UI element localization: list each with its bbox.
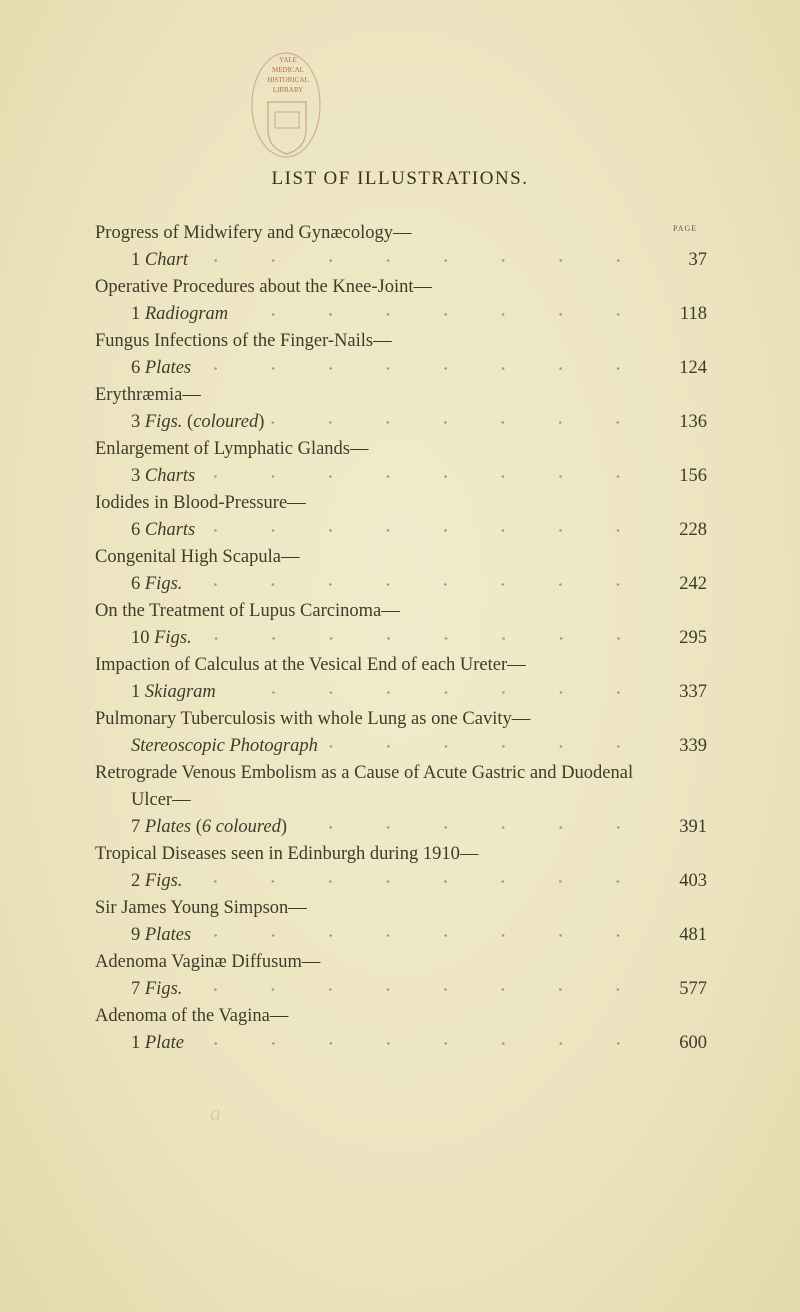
entry-detail-row	[95, 355, 707, 382]
dot-leader	[293, 814, 667, 841]
list-entry	[95, 706, 707, 760]
illustration-count: 2	[131, 871, 141, 891]
page-number: 403	[679, 871, 707, 891]
list-entry	[95, 598, 707, 652]
illustration-kind: Charts	[144, 466, 196, 486]
entry-detail-row	[95, 625, 707, 652]
list-entry	[95, 274, 707, 328]
svg-text:MEDICAL: MEDICAL	[272, 66, 304, 74]
entry-detail-row: 7 Plates ( 6 coloured ) 391	[95, 814, 707, 841]
dot-leader	[324, 733, 667, 760]
illustration-kind: Plates	[144, 358, 192, 378]
entry-detail-row	[95, 517, 707, 544]
illustration-kind: Charts	[144, 520, 196, 540]
illustration-kind: Figs.	[144, 412, 183, 432]
entry-detail-row	[95, 463, 707, 490]
illustration-kind: Plates	[144, 817, 192, 837]
illustration-count: 7	[131, 979, 141, 999]
page-number: 391	[679, 817, 707, 837]
entry-title: On the Treatment of Lupus Carcinoma—	[95, 601, 400, 621]
entry-title: Impaction of Calculus at the Vesical End of each Ureter—	[95, 655, 526, 675]
entry-detail-row	[95, 1030, 707, 1057]
entry-title: Erythræmia—	[95, 385, 201, 405]
list-entry	[95, 490, 707, 544]
page-number: 242	[679, 574, 707, 594]
dot-leader	[222, 679, 667, 706]
illustration-count: 6	[131, 520, 141, 540]
entry-detail-row: 3 Figs. ( coloured ) 136	[95, 409, 707, 436]
dot-leader	[188, 868, 667, 895]
illustration-count: 6	[131, 574, 141, 594]
illustration-kind: Figs.	[154, 628, 192, 648]
entry-title: Ulcer—	[131, 790, 191, 810]
illustration-count: 10	[131, 628, 150, 648]
dot-leader	[198, 625, 667, 652]
entry-title: Congenital High Scapula—	[95, 547, 300, 567]
illustration-kind: Radiogram	[144, 304, 229, 324]
dot-leader	[194, 247, 667, 274]
entry-title: Adenoma Vaginæ Diffusum—	[95, 952, 321, 972]
entry-detail-row	[95, 868, 707, 895]
illustration-count: 7	[131, 817, 141, 837]
entry-title: Retrograde Venous Embolism as a Cause of Acute Gastric and Duodenal	[95, 763, 634, 783]
list-entry	[95, 949, 707, 1003]
page-number: 136	[679, 412, 707, 432]
illustrations-list	[95, 220, 707, 1057]
list-entry	[95, 544, 707, 598]
library-stamp	[248, 50, 328, 160]
svg-text:YALE: YALE	[279, 56, 297, 64]
list-entry	[95, 382, 707, 436]
dot-leader	[197, 355, 667, 382]
page-number: 600	[679, 1033, 707, 1053]
list-entry	[95, 841, 707, 895]
page-number: 124	[679, 358, 707, 378]
page-title: LIST OF ILLUSTRATIONS.	[271, 168, 529, 189]
page-number: 481	[679, 925, 707, 945]
page-number: 156	[679, 466, 707, 486]
list-entry	[95, 895, 707, 949]
dot-leader	[190, 1030, 667, 1057]
entry-title: Pulmonary Tuberculosis with whole Lung as one Cavity—	[95, 709, 531, 729]
page-number: 337	[679, 682, 707, 702]
illustration-kind: Figs.	[144, 574, 183, 594]
dot-leader	[201, 517, 667, 544]
entry-title: Progress of Midwifery and Gynæcology—	[95, 223, 412, 243]
illustration-count: 9	[131, 925, 141, 945]
svg-text:HISTORICAL: HISTORICAL	[267, 76, 309, 84]
entry-title: Enlargement of Lymphatic Glands—	[95, 439, 369, 459]
entry-detail-row	[95, 679, 707, 706]
entry-detail-row	[95, 733, 707, 760]
illustration-kind: Plates	[144, 925, 192, 945]
page-number: 37	[688, 250, 707, 270]
illustration-count: 3	[131, 412, 141, 432]
illustration-kind: Stereoscopic Photograph	[131, 736, 318, 756]
list-entry	[95, 652, 707, 706]
list-entry	[95, 436, 707, 490]
illustration-note: 6 coloured	[201, 817, 281, 837]
list-entry	[95, 328, 707, 382]
entry-detail-row	[95, 976, 707, 1003]
illustration-kind: Chart	[144, 250, 189, 270]
entry-detail-row	[95, 571, 707, 598]
entry-detail-row	[95, 301, 707, 328]
entry-title: Adenoma of the Vagina—	[95, 1006, 289, 1026]
illustration-kind: Skiagram	[144, 682, 216, 702]
dot-leader	[188, 571, 667, 598]
entry-title: Sir James Young Simpson—	[95, 898, 307, 918]
dot-leader	[201, 463, 667, 490]
entry-detail-row	[95, 922, 707, 949]
entry-detail-row	[95, 247, 707, 274]
page-number: 339	[679, 736, 707, 756]
illustration-count: 6	[131, 358, 141, 378]
list-entry	[95, 220, 707, 274]
page-number: 228	[679, 520, 707, 540]
illustration-count: 1	[131, 682, 141, 702]
pencil-mark: a	[210, 1100, 221, 1125]
entry-title: Fungus Infections of the Finger-Nails—	[95, 331, 392, 351]
illustration-count: 1	[131, 304, 141, 324]
list-entry	[95, 1003, 707, 1057]
illustration-kind: Plate	[144, 1033, 184, 1053]
illustration-count: 1	[131, 250, 141, 270]
page-number: 118	[679, 304, 707, 324]
illustration-note: coloured	[193, 412, 259, 432]
entry-title: Iodides in Blood-Pressure—	[95, 493, 306, 513]
page-number: 295	[679, 628, 707, 648]
dot-leader	[270, 409, 667, 436]
illustration-kind: Figs.	[144, 979, 183, 999]
page-column-header: PAGE	[673, 224, 698, 233]
list-entry	[95, 760, 707, 841]
illustration-count: 3	[131, 466, 141, 486]
dot-leader	[197, 922, 667, 949]
page-number: 577	[679, 979, 707, 999]
entry-title: Operative Procedures about the Knee-Joint—	[95, 277, 433, 297]
illustration-kind: Figs.	[144, 871, 183, 891]
dot-leader	[234, 301, 667, 328]
dot-leader	[188, 976, 667, 1003]
entry-title: Tropical Diseases seen in Edinburgh during 1910—	[95, 844, 479, 864]
illustration-count: 1	[131, 1033, 141, 1053]
svg-text:LIBRARY: LIBRARY	[272, 86, 304, 94]
